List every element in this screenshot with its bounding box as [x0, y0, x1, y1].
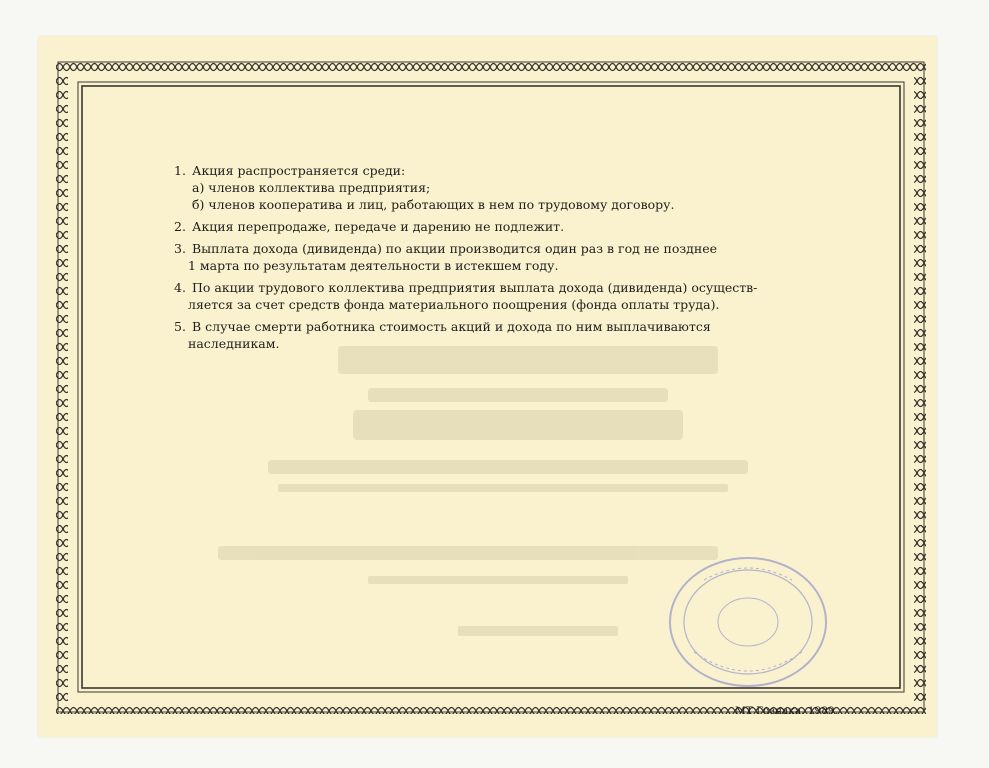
printer-imprint: МТ Гознака. 1989. — [735, 705, 838, 717]
clause-1 — [174, 162, 854, 213]
round-stamp — [664, 552, 832, 692]
clause-text: Выплата дохода (дивиденда) по акции производится один раз в год не позднее — [191, 241, 718, 256]
clause-text: Акция распространяется среди: — [191, 163, 406, 178]
clause-number: 1. — [174, 163, 186, 178]
clause-continuation: 1 марта по результатам деятельности в истекшем году. — [188, 258, 559, 273]
clause-3 — [174, 240, 854, 274]
clause-number: 2. — [174, 219, 186, 234]
certificate-sheet — [38, 36, 937, 737]
clause-2 — [174, 218, 854, 235]
clause-5 — [174, 318, 854, 352]
clause-continuation: наследникам. — [188, 336, 280, 351]
clause-4 — [174, 279, 854, 313]
clause-text: В случае смерти работника стоимость акций и дохода по ним выплачиваются — [191, 319, 711, 334]
clause-subitem: а) членов коллектива предприятия; — [192, 180, 431, 195]
terms-list — [174, 162, 854, 357]
clause-text: По акции трудового коллектива предприятия выплата дохода (дивиденда) осуществ- — [191, 280, 758, 295]
clause-number: 5. — [174, 319, 186, 334]
clause-text: Акция перепродаже, передаче и дарению не подлежит. — [191, 219, 565, 234]
clause-subitem: б) членов кооператива и лиц, работающих в нем по трудовому договору. — [192, 197, 675, 212]
clause-continuation: ляется за счет средств фонда материального поощрения (фонда оплаты труда). — [188, 297, 720, 312]
clause-number: 3. — [174, 241, 186, 256]
clause-number: 4. — [174, 280, 186, 295]
